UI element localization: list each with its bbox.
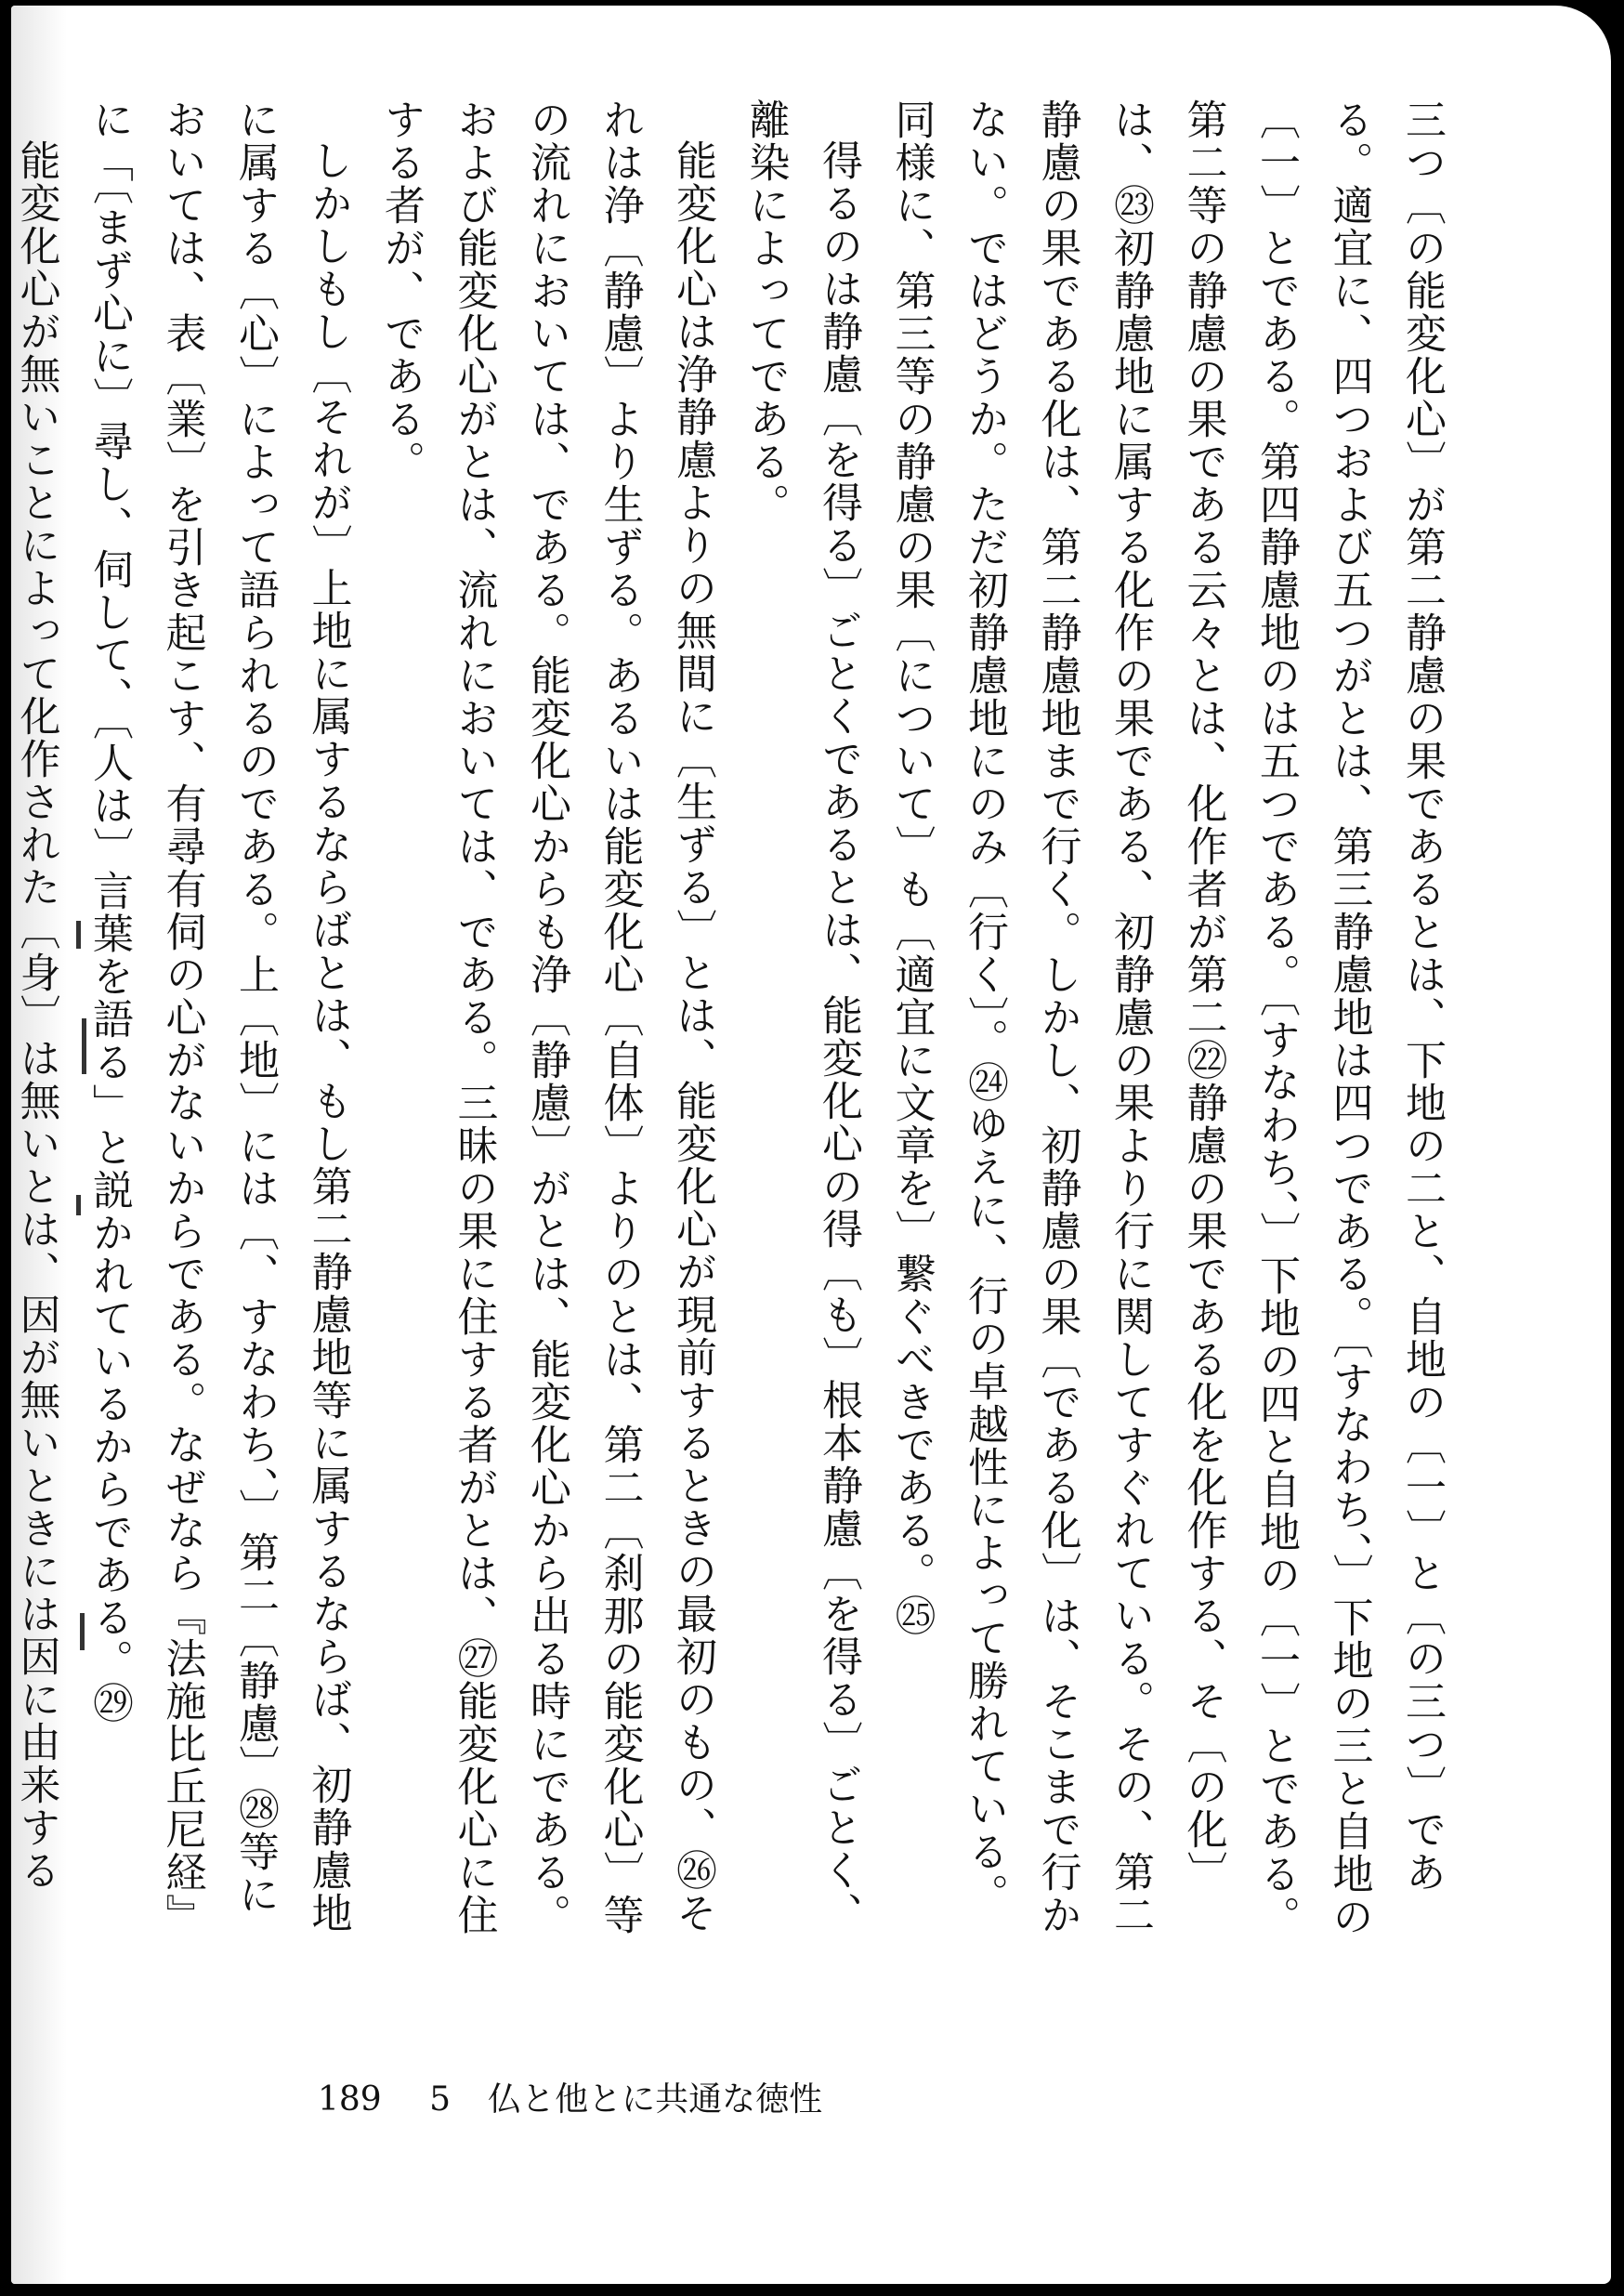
page-number: 189	[318, 2080, 382, 2119]
paragraph: しかしもし〔それが〕上地に属するならばとは、もし第二静慮地等に属するならば、初静慮地に属する〔心〕によって語られるのである。上〔地〕には〔、すなわち、〕第二〔静慮〕㉘等においては、表〔業〕を引き起こす、有尋有伺の心がないからである。なぜなら『法施比丘尼経』に「〔まず心に〕尋し、伺して、〔人は〕言葉を語る」と説かれているからである。㉙	[85, 98, 352, 1936]
book-page	[11, 6, 1611, 2284]
paragraph: 得るのは静慮〔を得る〕ごとくであるとは、能変化心の得〔も〕根本静慮〔を得る〕ごとく、離染によってである。	[741, 98, 862, 1935]
chapter-number: 5	[429, 2080, 452, 2119]
chapter-title: 仏と他とに共通な徳性	[488, 2080, 823, 2119]
paragraph: 三つ〔の能変化心〕が第二静慮の果であるとは、下地の二と、自地の〔一〕と〔の三つ〕である。適宜に、四つおよび五つがとは、第三静慮地は四つである。〔すなわち、〕下地の三と自地の〔一〕とである。第四静慮地のは五つである。〔すなわち、〕下地の四と自地の〔一〕とである。第二等の静慮の果である云々とは、化作者が第二㉒静慮の果である化を化作する、そ〔の化〕は、㉓初静慮地に属する化作の果である、初静慮の果より行に関してすぐれている。その、第二静慮の果である化は、第二静慮地まで行く。しかし、初静慮の果〔である化〕は、そこまで行かない。ではどうか。ただ初静慮地にのみ〔行く〕。㉔ゆえに、行の卓越性によって勝れている。同様に、第三等の静慮の果〔について〕も〔適宜に文章を〕繋ぐべきである。㉕	[887, 98, 1446, 1938]
vertical-text-block	[12, 98, 1458, 1957]
paragraph: 能変化心は浄静慮よりの無間に〔生ずる〕とは、能変化心が現前するときの最初のもの、㉖それは浄〔静慮〕より生ずる。あるいは能変化心〔自体〕よりのとは、第二〔刹那の能変化心〕等の流れにおいては、である。能変化心からも浄〔静慮〕がとは、能変化心から出る時にである。および能変化心がとは、流れにおいては、である。三昧の果に住する者がとは、㉗能変化心に住する者が、である。	[377, 98, 716, 1936]
paragraph: 能変化心が無いことによって化作された〔身〕は無いとは、因が無いときには因に由来する	[12, 139, 60, 1892]
page-footer	[318, 2073, 859, 2120]
